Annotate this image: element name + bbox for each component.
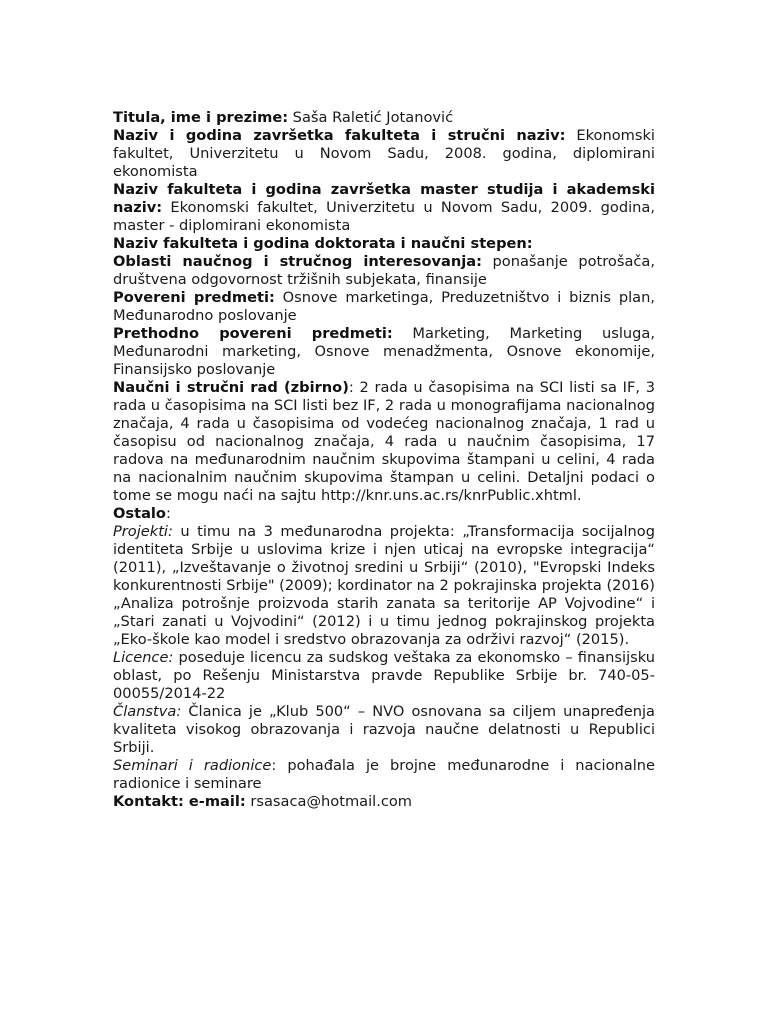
field-value: Ekonomski fakultet, Univerzitetu u Novom Sadu, 2008. godina, diplomirani ekonomista — [113, 127, 655, 180]
field-label: Naziv fakulteta i godina doktorata i naučni stepen: — [113, 235, 533, 252]
field-value: Ekonomski fakultet, Univerzitetu u Novom Sadu, 2009. godina, master - diplomirani ekonomista — [113, 199, 655, 234]
field-value: Marketing, Marketing usluga, Međunarodni marketing, Osnove menadžmenta, Osnove ekonomije, Finansijsko poslovanje — [113, 325, 656, 378]
field-research-work — [113, 379, 655, 505]
item-label: Licence: — [113, 649, 174, 666]
field-label: Prethodno povereni predmeti: — [113, 325, 393, 342]
field-label: Naziv i godina završetka fakulteta i stručni naziv: — [113, 127, 566, 144]
item-value: poseduje licencu za sudskog veštaka za ekonomsko – finansijsku oblast, po Rešenju Ministarstva pravde Republike Srbije br. 740-05-00055/2014-22 — [113, 649, 655, 702]
item-value: Članica je „Klub 500“ – NVO osnovana sa ciljem unapređenja kvaliteta visokog obrazovanja i razvoja naučne delatnosti u Republici Srbiji. — [113, 703, 655, 756]
ostalo-heading — [113, 505, 655, 523]
field-interests — [113, 253, 655, 289]
field-current-subjects — [113, 289, 655, 325]
heading-colon: : — [165, 505, 171, 522]
field-value: Saša Raletić Jotanović — [288, 109, 454, 126]
field-label: Titula, ime i prezime: — [113, 109, 289, 126]
field-label: Oblasti naučnog i stručnog interesovanja: — [113, 253, 482, 270]
field-doctorate — [113, 235, 655, 253]
field-previous-subjects — [113, 325, 655, 379]
item-value: : pohađala je brojne međunarodne i nacionalne radionice i seminare — [113, 757, 655, 792]
field-value: ponašanje potrošača, društvena odgovornost tržišnih subjekata, finansije — [113, 253, 655, 288]
item-label: Seminari i radionice — [113, 757, 272, 774]
ostalo-seminars — [113, 757, 655, 793]
ostalo-memberships — [113, 703, 655, 757]
section-heading: Ostalo — [113, 505, 166, 522]
ostalo-licences — [113, 649, 655, 703]
contact-email[interactable]: rsasaca@hotmail.com — [245, 793, 413, 810]
field-faculty-degree — [113, 127, 655, 181]
cv-document — [113, 109, 655, 811]
field-title-name — [113, 109, 655, 127]
ostalo-projects — [113, 523, 655, 649]
item-value: u timu na 3 međunarodna projekta: „Transformacija socijalnog identiteta Srbije u uslovima krize i njen uticaj na evropske integracija“ (2011), „Izveštavanje o životnoj sredini u Srbiji“ (2010), "Evropski Indeks konkurentnosti Srbije" (2009); kordinator na 2 pokrajinska projekta (2016) „Analiza potrošnje proizvoda starih zanata sa teritorije AP Vojvodine“ i „Stari zanati u Vojvodini“ (2012) i u timu jednog pokrajinskog projekta „Eko-škole kao model i sredstvo obrazovanja za održivi razvoj“ (2015). — [113, 523, 655, 648]
item-label: Članstva: — [113, 703, 182, 720]
contact-label: Kontakt: e-mail: — [113, 793, 246, 810]
field-master-studies — [113, 181, 655, 235]
item-label: Projekti: — [113, 523, 173, 540]
field-value: Osnove marketinga, Preduzetništvo i biznis plan, Međunarodno poslovanje — [113, 289, 655, 324]
field-label: Naučni i stručni rad (zbirno) — [113, 379, 349, 396]
contact-line — [113, 793, 655, 811]
field-label: Naziv fakulteta i godina završetka master studija i akademski naziv: — [113, 181, 655, 216]
field-label: Povereni predmeti: — [113, 289, 275, 306]
field-value: : 2 rada u časopisima na SCI listi sa IF, 3 rada u časopisima na SCI listi bez IF, 2 rada u monografijama nacionalnog značaja, 4 rada u časopisima od vodećeg nacionalnog značaja, 1 rad u časopisu od nacionalnog značaja, 4 rada u naučnim časopisima, 17 radova na međunarodnim naučnim skupovima štampani u celini, 4 rada na nacionalnim naučnim skupovima štampan u celini. Detaljni podaci o tome se mogu naći na sajtu http://knr.uns.ac.rs/knrPublic.xhtml. — [113, 379, 655, 504]
